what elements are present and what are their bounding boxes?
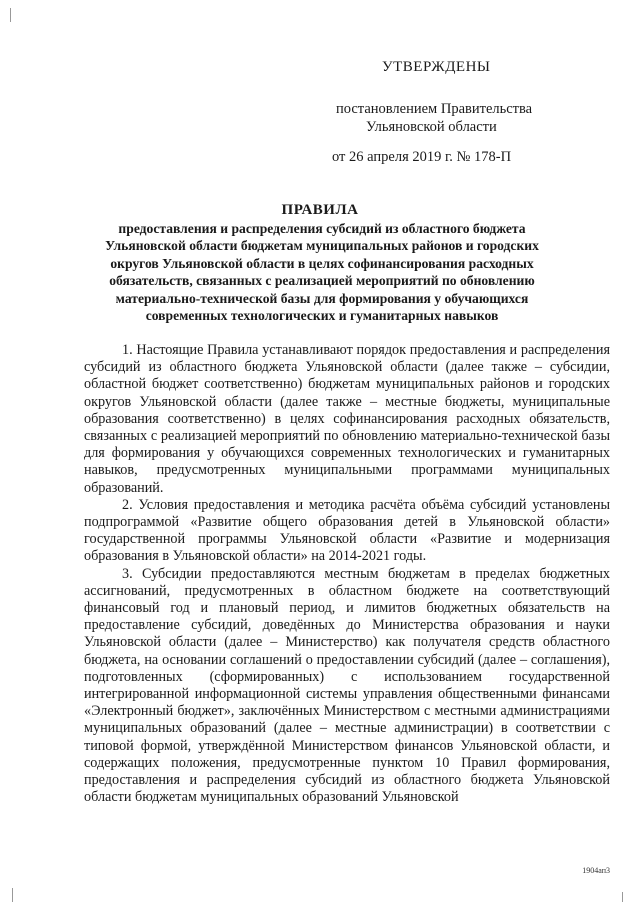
- document-subtitle: предоставления и распределения субсидий из областного бюджета Ульяновской области бюджетам муниципальных районов и городских округов Ульяновской области в целях софинансирования расходных обязательств, связанных с реализацией мероприятий по обновлению материально-технической базы для формирования у обучающихся современных технологических и гуманитарных навыков: [105, 221, 539, 324]
- document-title: ПРАВИЛА: [281, 202, 359, 218]
- scan-mark-left-bottom: [12, 888, 13, 902]
- scan-mark-right-bottom: [622, 892, 623, 902]
- paragraph-1: 1. Настоящие Правила устанавливают порядок предоставления и распределения субсидий из областного бюджета Ульяновской области (далее также – субсидии, областной бюджет соответственно) бюджетам муниципальных районов и городских округов Ульяновской области (далее также – местные бюджеты, муниципальные образования соответственно) в целях софинансирования расходных обязательств, связанных с реализацией мероприятий по обновлению материально-технической базы для формирования у обучающихся современных технологических и гуманитарных навыков, предусмотренных муниципальными программами муниципальных образований.: [84, 342, 610, 496]
- approval-line-resolution: постановлением Правительства: [336, 101, 533, 117]
- approval-line-region: Ульяновской области: [366, 119, 497, 135]
- paragraph-3: 3. Субсидии предоставляются местным бюджетам в пределах бюджетных ассигнований, предусмотренных в областном бюджете на соответствующий финансовый год и плановый период, и лимитов бюджетных обязательств на предоставление субсидий, доведённых до Министерства образования и науки Ульяновской области (далее – Министерство) как получателя средств областного бюджета, на основании соглашений о предоставлении субсидий (далее – соглашения), подготовленных (сформированных) с использованием государственной интегрированной информационной системы управления общественными финансами «Электронный бюджет», заключённых Министерством с местными администрациями муниципальных образований (далее – местные администрации) в соответствии с типовой формой, утверждённой Министерством финансов Ульяновской области, и содержащих положения, предусмотренные пунктом 10 Правил формирования, предоставления и распределения субсидий из областного бюджета Ульяновской области бюджетам муниципальных образований Ульяновской: [84, 565, 610, 806]
- paragraph-2: 2. Условия предоставления и методика расчёта объёма субсидий установлены подпрограммой «Развитие общего образования детей в Ульяновской области» государственной программы Ульяновской области «Развитие и модернизация образования в Ульяновской области» на 2014-2021 годы.: [84, 496, 610, 565]
- scan-mark-left-top: [10, 8, 11, 22]
- approval-line-date: от 26 апреля 2019 г. № 178-П: [332, 149, 512, 165]
- document-body: [84, 342, 610, 806]
- footer-code: 1904ап3: [582, 866, 610, 875]
- approval-title: УТВЕРЖДЕНЫ: [382, 59, 491, 75]
